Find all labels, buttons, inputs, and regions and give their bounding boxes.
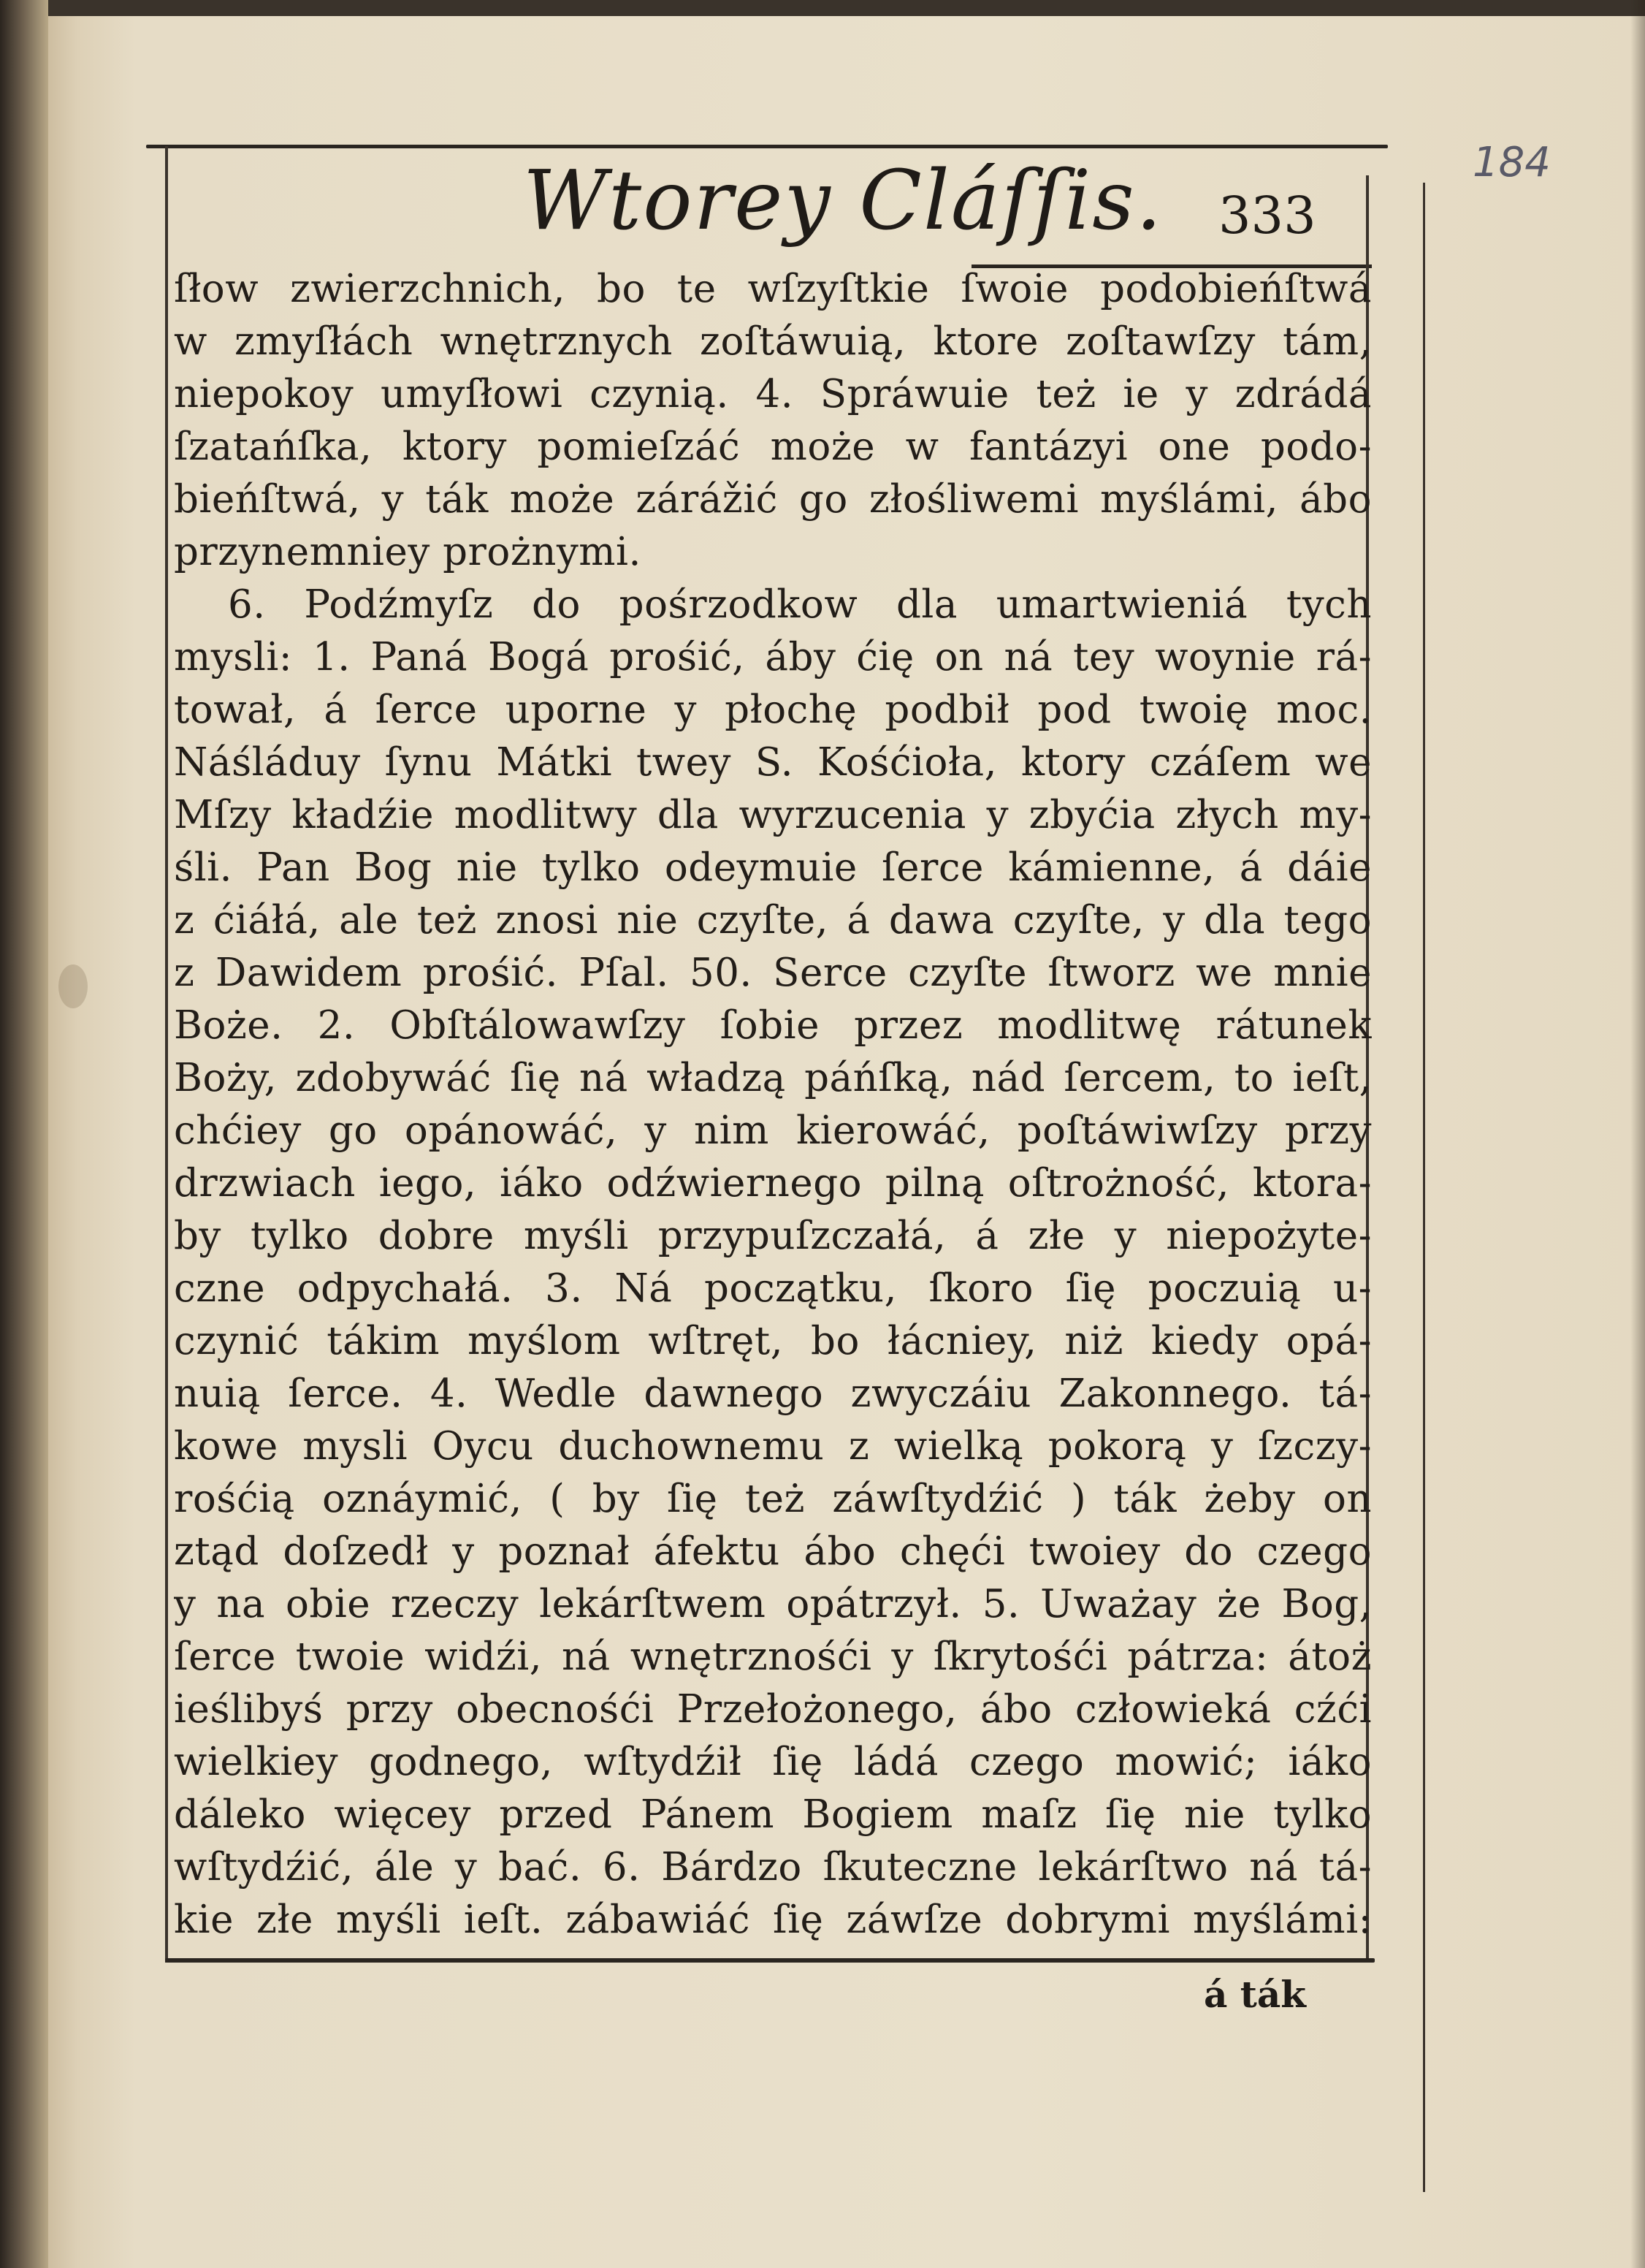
text-line: ieślibyś przy obecnośći Przełożonego, ábo człowieká cźći <box>174 1687 1372 1732</box>
footer-rule <box>165 1958 1375 1963</box>
text-line: z ćiáłá, ale też znosi nie czyſte, á dawa czyſte, y dla tego <box>174 898 1372 943</box>
text-line: śli. Pan Bog nie tylko odeymuie ſerce kámienne, á dáie <box>174 845 1372 890</box>
text-line: z Dawidem prośić. Pſal. 50. Serce czyſte ſtworz we mnie <box>174 951 1372 995</box>
text-line: Mſzy kładźie modlitwy dla wyrzucenia y zbyćia złych my- <box>174 793 1372 837</box>
text-line: drzwiach iego, iáko odźwiernego pilną oſtrożność, ktora- <box>174 1161 1372 1206</box>
frame-left-rule <box>165 146 168 1963</box>
text-line: dáleko więcey przed Pánem Bogiem maſz ſię nie tylko <box>174 1792 1372 1837</box>
text-line: 6. Podźmyſz do pośrzodkow dla umartwieniá tych <box>228 582 1372 627</box>
text-line: w zmyſłách wnętrznych zoſtáwuią, ktore zoſtawſzy tám, <box>174 319 1372 364</box>
text-line: przynemniey prożnymi. <box>174 530 641 574</box>
text-line: wielkiey godnego, wſtydźił ſię ládá czego mowić; iáko <box>174 1740 1372 1784</box>
page-gutter-edge <box>0 0 48 2268</box>
text-line: chćiey go opánowáć, y nim kierowáć, poſtáwiwſzy przy <box>174 1108 1372 1153</box>
text-line: y na obie rzeczy lekárſtwem opátrzył. 5. Uważay że Bog, <box>174 1582 1372 1626</box>
text-line: ſłow zwierzchnich, bo te wſzyſtkie ſwoie podobieńſtwá <box>174 267 1372 311</box>
text-line: ſzatańſka, ktory pomieſzáć może w fantázyi one podo- <box>174 425 1372 469</box>
pencil-folio-number: 184 <box>1473 139 1551 186</box>
text-line: Náśláduy ſynu Mátki twey S. Kośćioła, ktory czáſem we <box>174 740 1372 785</box>
text-line: ztąd doſzedł y poznał áfektu ábo chęći twoiey do czego <box>174 1529 1372 1574</box>
text-line: by tylko dobre myśli przypuſzczałá, á złe y niepożyte- <box>174 1214 1372 1258</box>
page-shadow <box>1630 0 1645 2268</box>
paper-stain <box>58 964 88 1008</box>
text-line: mysli: 1. Paná Bogá prośić, áby ćię on ná tey woynie rá- <box>174 635 1372 680</box>
text-line: kie złe myśli ieſt. zábawiáć ſię záwſze dobrymi myślámi: <box>174 1898 1372 1942</box>
body-text <box>174 263 1372 1958</box>
header-rule <box>146 145 1388 148</box>
frame-outer-right-rule <box>1423 183 1425 2192</box>
text-line: tował, á ſerce uporne y płochę podbił pod twoię moc. <box>174 688 1372 732</box>
text-line: czne odpychałá. 3. Ná początku, ſkoro ſię poczuią u- <box>174 1266 1372 1311</box>
text-line: bieńſtwá, y ták może zárážić go złośliwemi myślámi, ábo <box>174 477 1372 522</box>
running-head: Wtorey Cláſſis. <box>523 153 1164 248</box>
text-line: wſtydźić, ále y bać. 6. Bárdzo ſkuteczne lekárſtwo ná tá- <box>174 1845 1372 1890</box>
text-line: rośćią oznáymić, ( by ſię też záwſtydźić ) ták żeby on <box>174 1477 1372 1521</box>
catchword: á ták <box>1204 1973 1306 2016</box>
text-line: nuią ſerce. 4. Wedle dawnego zwyczáiu Zakonnego. tá- <box>174 1371 1372 1416</box>
page-number: 333 <box>1218 186 1316 246</box>
text-line: ſerce twoie widźi, ná wnętrznośći y ſkrytośći pátrza: átoż <box>174 1635 1372 1679</box>
text-line: Boży, zdobywáć ſię ná władzą páńſką, nád ſercem, to ieſt, <box>174 1056 1372 1100</box>
text-line: czynić tákim myślom wſtręt, bo łácniey, niż kiedy opá- <box>174 1319 1372 1363</box>
text-line: kowe mysli Oycu duchownemu z wielką pokorą y ſzczy- <box>174 1424 1372 1469</box>
text-line: niepokoy umyſłowi czynią. 4. Spráwuie też ie y zdrádá <box>174 372 1372 416</box>
text-line: Boże. 2. Obſtálowawſzy ſobie przez modlitwę rátunek <box>174 1003 1372 1048</box>
